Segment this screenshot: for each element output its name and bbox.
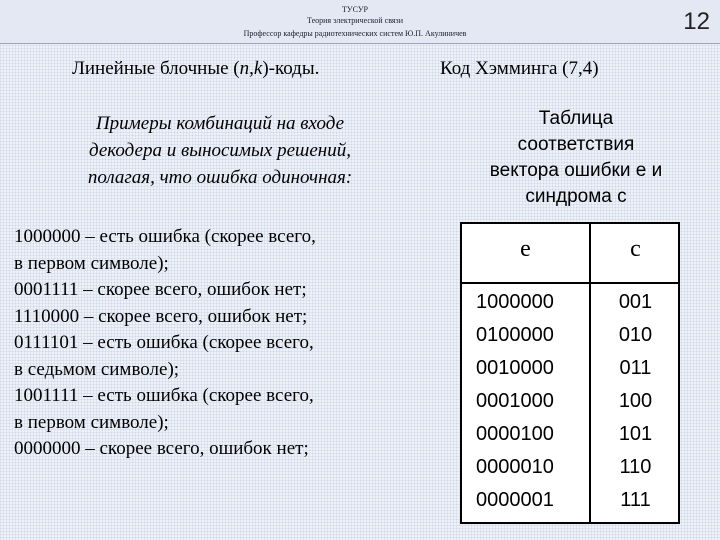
table-caption-line: вектора ошибки е и bbox=[489, 160, 663, 181]
table-caption-line: Таблица bbox=[538, 108, 614, 129]
table-header-divider bbox=[462, 282, 678, 284]
table-cell-c: 111 bbox=[620, 489, 651, 511]
slide-title-right: Код Хэмминга (7,4) bbox=[440, 58, 599, 79]
example-line: 1000000 – есть ошибка (скорее всего, bbox=[14, 226, 316, 247]
example-line: в первом символе); bbox=[14, 252, 169, 274]
header-divider bbox=[0, 43, 720, 44]
table-cell-e: 0000100 bbox=[476, 423, 554, 445]
example-line: в седьмом символе); bbox=[14, 358, 180, 380]
example-line: 0001111 – скорее всего, ошибок нет; bbox=[14, 279, 307, 300]
slide-header bbox=[0, 0, 720, 44]
table-cell-c: 100 bbox=[618, 390, 653, 412]
example-line: в первом символе); bbox=[14, 411, 169, 433]
header-author: Профессор кафедры радиотехнических систем Ю.П. Акулиничев bbox=[243, 29, 467, 38]
examples-heading bbox=[20, 110, 420, 191]
table-cell-e: 0001000 bbox=[476, 390, 554, 412]
table-column-c bbox=[591, 286, 680, 517]
table-cell-e: 0000010 bbox=[476, 456, 554, 478]
table-caption-line: соответствия bbox=[517, 134, 635, 155]
table-cell-e: 0000001 bbox=[476, 489, 554, 511]
table-header-c: с bbox=[630, 236, 641, 262]
example-line: 1110000 – скорее всего, ошибок нет; bbox=[14, 305, 308, 327]
example-line: 0111101 – есть ошибка (скорее всего, bbox=[14, 332, 314, 353]
examples-heading-line: Примеры комбинаций на входе bbox=[95, 113, 345, 134]
page-number: 12 bbox=[683, 8, 710, 35]
title-left-text: Линейные блочные (n,k)-коды. bbox=[72, 58, 320, 79]
table-header-e: е bbox=[520, 236, 531, 262]
table-cell-c: 001 bbox=[618, 291, 653, 313]
header-course: Теория электрической связи bbox=[306, 16, 403, 25]
table-cell-c: 011 bbox=[619, 357, 652, 379]
example-line: 0000000 – скорее всего, ошибок нет; bbox=[14, 438, 309, 459]
example-line: 1001111 – есть ошибка (скорее всего, bbox=[14, 385, 314, 406]
examples-heading-line: декодера и выносимых решений, bbox=[88, 140, 351, 161]
table-cell-e: 0010000 bbox=[476, 357, 554, 379]
table-cell-c: 110 bbox=[619, 456, 652, 478]
table-cell-c: 101 bbox=[618, 423, 653, 445]
header-university: ТУСУР bbox=[342, 5, 368, 14]
table-cell-c: 010 bbox=[618, 324, 653, 346]
examples-list bbox=[14, 224, 434, 463]
examples-heading-line: полагая, что ошибка одиночная: bbox=[87, 167, 353, 188]
table-column-e bbox=[476, 286, 586, 517]
table-caption bbox=[446, 106, 706, 210]
table-cell-e: 0100000 bbox=[476, 324, 554, 346]
slide-title-left bbox=[72, 58, 319, 80]
table-caption-line: синдрома с bbox=[525, 186, 627, 207]
table-cell-e: 1000000 bbox=[476, 291, 554, 313]
syndrome-table bbox=[460, 222, 680, 524]
